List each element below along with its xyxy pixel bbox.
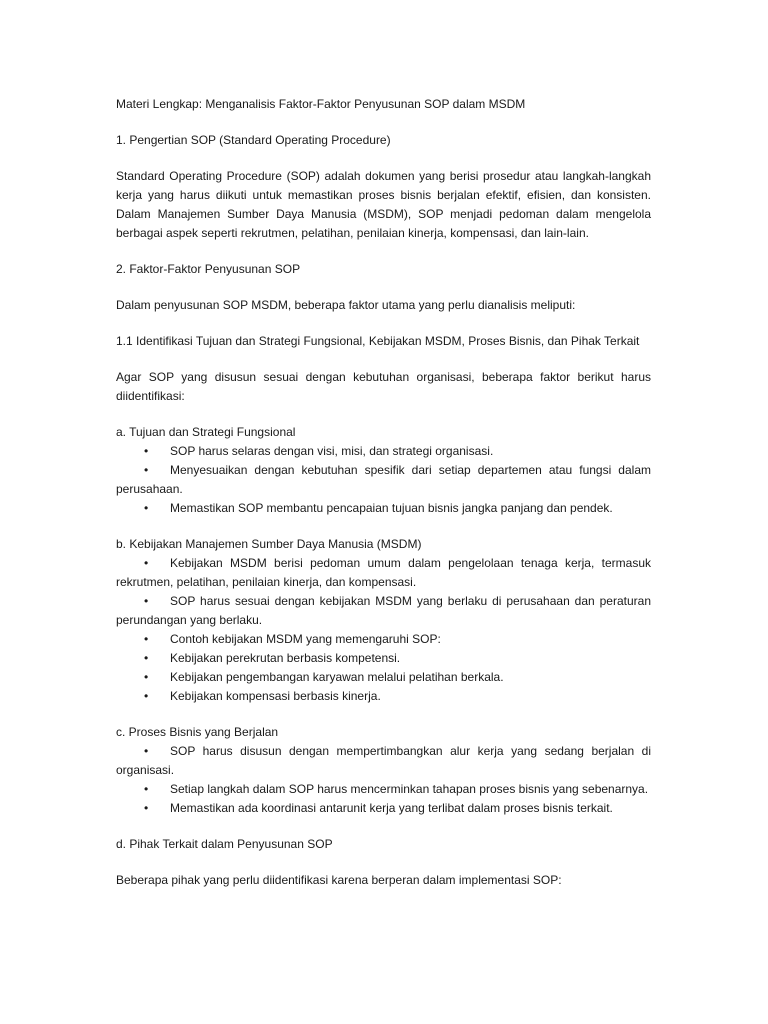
bullet-icon: •: [144, 556, 149, 570]
part-c-list: [116, 742, 651, 818]
part-c-heading: c. Proses Bisnis yang Berjalan: [116, 725, 279, 739]
part-d-heading: d. Pihak Terkait dalam Penyusunan SOP: [116, 837, 333, 851]
bullet-icon: •: [144, 689, 149, 703]
list-item: [116, 742, 651, 780]
list-item: [116, 630, 651, 649]
bullet-icon: •: [144, 670, 149, 684]
part-a-list: [116, 442, 651, 518]
document-page: [116, 95, 651, 890]
subsection-1-1-heading: 1.1 Identifikasi Tujuan dan Strategi Fungsional, Kebijakan MSDM, Proses Bisnis, dan Pihak Terkait: [116, 334, 640, 348]
bullet-icon: •: [144, 801, 149, 815]
list-item-text: Kebijakan kompensasi berbasis kinerja.: [170, 689, 381, 703]
list-item: [116, 799, 651, 818]
part-b-list: [116, 554, 651, 706]
section-1-heading: 1. Pengertian SOP (Standard Operating Procedure): [116, 133, 391, 147]
bullet-icon: •: [144, 594, 149, 608]
bullet-icon: •: [144, 632, 149, 646]
list-item-text: SOP harus disusun dengan mempertimbangkan alur kerja yang sedang berjalan di organisasi.: [116, 744, 651, 777]
list-item-text: SOP harus sesuai dengan kebijakan MSDM yang berlaku di perusahaan dan peraturan perundangan yang berlaku.: [116, 594, 651, 627]
part-b-heading: b. Kebijakan Manajemen Sumber Daya Manusia (MSDM): [116, 537, 422, 551]
list-item: [116, 554, 651, 592]
list-item-text: Kebijakan pengembangan karyawan melalui pelatihan berkala.: [170, 670, 504, 684]
list-item-text: Setiap langkah dalam SOP harus mencerminkan tahapan proses bisnis yang sebenarnya.: [170, 782, 649, 796]
list-item-text: Memastikan SOP membantu pencapaian tujuan bisnis jangka panjang dan pendek.: [170, 501, 613, 515]
list-item: [116, 499, 651, 518]
bullet-icon: •: [144, 782, 149, 796]
bullet-icon: •: [144, 744, 149, 758]
document-title: Materi Lengkap: Menganalisis Faktor-Faktor Penyusunan SOP dalam MSDM: [116, 97, 526, 111]
section-2-intro: Dalam penyusunan SOP MSDM, beberapa faktor utama yang perlu dianalisis meliputi:: [116, 298, 576, 312]
list-item-text: Kebijakan MSDM berisi pedoman umum dalam pengelolaan tenaga kerja, termasuk rekrutmen, pelatihan, penilaian kinerja, dan kompensasi.: [116, 556, 651, 589]
list-item: [116, 461, 651, 499]
list-item-text: Contoh kebijakan MSDM yang memengaruhi SOP:: [170, 632, 441, 646]
section-1-body: Standard Operating Procedure (SOP) adalah dokumen yang berisi prosedur atau langkah-langkah kerja yang harus diikuti untuk memastikan proses bisnis berjalan efektif, efisien, dan konsisten. Dalam Manajemen Sumber Daya Manusia (MSDM), SOP menjadi pedoman dalam mengelola berbagai aspek seperti rekrutmen, pelatihan, penilaian kinerja, kompensasi, dan lain-lain.: [116, 169, 651, 240]
list-item: [116, 592, 651, 630]
list-item-text: Memastikan ada koordinasi antarunit kerja yang terlibat dalam proses bisnis terkait.: [170, 801, 613, 815]
part-a-heading: a. Tujuan dan Strategi Fungsional: [116, 425, 296, 439]
subsection-1-1-intro: Agar SOP yang disusun sesuai dengan kebutuhan organisasi, beberapa faktor berikut harus diidentifikasi:: [116, 370, 651, 403]
section-2-heading: 2. Faktor-Faktor Penyusunan SOP: [116, 262, 301, 276]
list-item: [116, 649, 651, 668]
list-item: [116, 687, 651, 706]
list-item: [116, 668, 651, 687]
part-d-intro: Beberapa pihak yang perlu diidentifikasi karena berperan dalam implementasi SOP:: [116, 873, 562, 887]
list-item-text: SOP harus selaras dengan visi, misi, dan strategi organisasi.: [170, 444, 494, 458]
list-item-text: Kebijakan perekrutan berbasis kompetensi.: [170, 651, 401, 665]
bullet-icon: •: [144, 463, 149, 477]
list-item: [116, 780, 651, 799]
list-item: [116, 442, 651, 461]
list-item-text: Menyesuaikan dengan kebutuhan spesifik dari setiap departemen atau fungsi dalam perusahaan.: [116, 463, 651, 496]
bullet-icon: •: [144, 651, 149, 665]
bullet-icon: •: [144, 444, 149, 458]
bullet-icon: •: [144, 501, 149, 515]
